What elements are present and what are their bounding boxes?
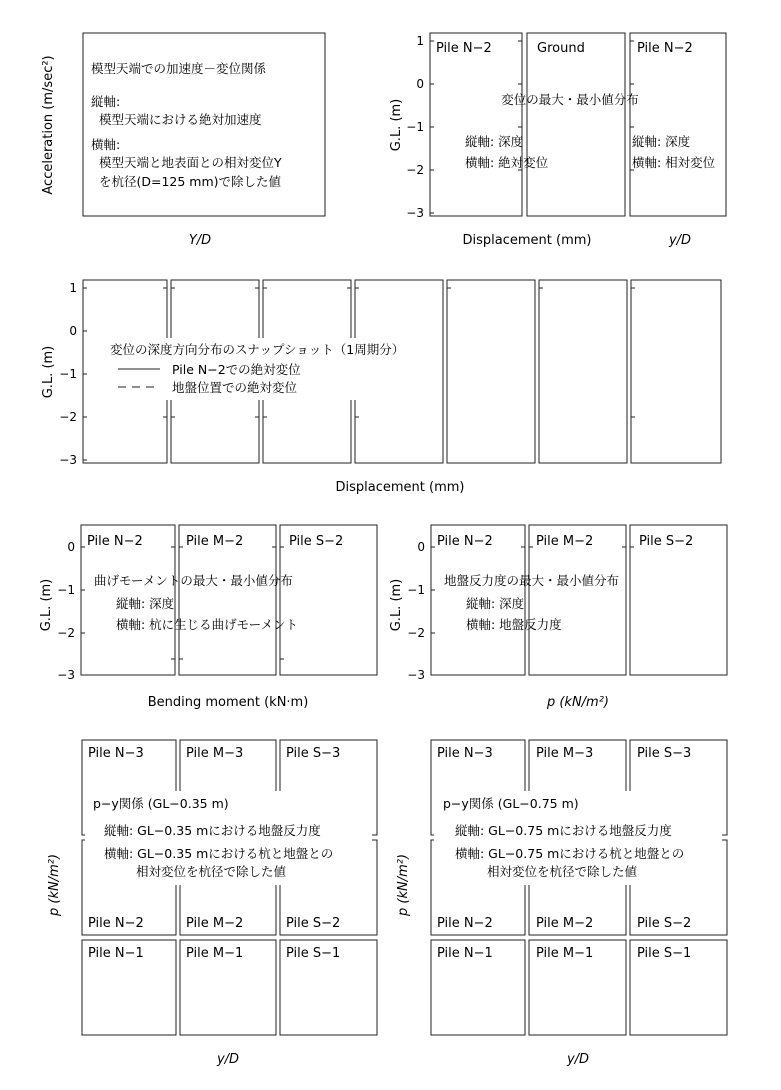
fig2-ytick: −1 xyxy=(406,120,424,134)
fig1-xlabel: Y/D xyxy=(188,233,212,248)
fig2-vaxis-note-rel: 縦軸: 深度 xyxy=(632,134,691,149)
fig1-haxis-head: 横軸: xyxy=(91,137,121,152)
fig3-panel xyxy=(539,280,627,463)
fig3-ytick: −3 xyxy=(59,453,77,467)
fig3-ytick: 1 xyxy=(69,281,77,295)
fig6-title: p−y関係 (GL−0.35 m) xyxy=(93,796,229,811)
fig2-haxis-note-rel: 横軸: 相対変位 xyxy=(632,155,716,170)
fig6-panel-label: Pile N−1 xyxy=(88,946,144,961)
fig6-vaxis-note: 縦軸: GL−0.35 mにおける地盤反力度 xyxy=(104,823,321,838)
fig6-haxis-note-2: 相対変位を杭径で除した値 xyxy=(136,864,287,879)
fig6-chart xyxy=(47,740,377,1067)
fig7-vaxis-note: 縦軸: GL−0.75 mにおける地盤反力度 xyxy=(455,823,672,838)
fig2-panel-label: Pile N−2 xyxy=(637,41,693,56)
fig1-haxis-desc-2: を杭径(D=125 mm)で除した値 xyxy=(99,174,282,189)
fig7-panel-label: Pile N−2 xyxy=(437,916,493,931)
fig6-haxis-note-1: 横軸: GL−0.35 mにおける杭と地盤との xyxy=(104,846,334,861)
fig3-ylabel: G.L. (m) xyxy=(41,345,56,399)
fig2-panel-label: Pile N−2 xyxy=(436,41,492,56)
fig2-ytick: −3 xyxy=(406,206,424,220)
fig5-ytick: 0 xyxy=(417,540,425,554)
fig6-panel-label: Pile M−3 xyxy=(186,746,244,761)
fig2-haxis-note: 横軸: 絶対変位 xyxy=(465,155,549,170)
fig4-haxis-note: 横軸: 杭に生じる曲げモーメント xyxy=(116,617,299,632)
fig5-panel-label: Pile S−2 xyxy=(639,534,694,549)
fig5-ylabel: G.L. (m) xyxy=(389,578,404,632)
fig7-panel-label: Pile M−2 xyxy=(536,916,594,931)
fig7-panel-label: Pile N−3 xyxy=(437,746,493,761)
fig6-panels xyxy=(82,740,377,1035)
fig7-ylabel: p (kN/m²) xyxy=(396,853,411,917)
fig2-panel-label: Ground xyxy=(537,41,585,56)
fig4-vaxis-note: 縦軸: 深度 xyxy=(116,596,175,611)
fig4-panel-label: Pile M−2 xyxy=(186,534,244,549)
fig5-xlabel: p (kN/m²) xyxy=(546,695,610,710)
fig6-panel-label: Pile S−3 xyxy=(286,746,341,761)
fig4-ticks xyxy=(81,547,284,675)
fig7-panels xyxy=(431,740,727,1035)
fig4-ytick: 0 xyxy=(67,540,75,554)
fig7-panel-label: Pile S−1 xyxy=(637,946,692,961)
fig1-chart xyxy=(41,33,325,248)
fig7-xlabel: y/D xyxy=(566,1052,590,1067)
fig6-panel-label: Pile N−3 xyxy=(88,746,144,761)
fig3-title: 変位の深度方向分布のスナップショット（1周期分） xyxy=(110,342,405,357)
fig6-panel-label: Pile S−2 xyxy=(286,916,341,931)
fig7-panel-label: Pile N−1 xyxy=(437,946,493,961)
fig3-chart xyxy=(41,280,721,495)
fig7-haxis-note-1: 横軸: GL−0.75 mにおける杭と地盤との xyxy=(455,846,685,861)
fig7-chart xyxy=(396,740,727,1067)
fig1-vaxis-desc: 模型天端における絶対加速度 xyxy=(99,112,262,127)
fig2-ytick: 0 xyxy=(416,77,424,91)
fig2-ticks xyxy=(430,41,634,213)
fig5-ytick: −2 xyxy=(407,626,425,640)
fig2-ytick: 1 xyxy=(416,34,424,48)
fig5-haxis-note: 横軸: 地盤反力度 xyxy=(466,617,562,632)
fig1-vaxis-head: 縦軸: xyxy=(91,94,121,109)
fig6-ylabel: p (kN/m²) xyxy=(47,853,62,917)
fig7-panel-label: Pile S−3 xyxy=(637,746,692,761)
fig5-panel-label: Pile N−2 xyxy=(437,534,493,549)
fig1-ylabel: Acceleration (m/sec²) xyxy=(41,55,56,195)
fig5-title: 地盤反力度の最大・最小値分布 xyxy=(444,573,620,588)
fig7-panel-label: Pile M−3 xyxy=(536,746,594,761)
fig3-legend-dashed-label: 地盤位置での絶対変位 xyxy=(172,380,298,395)
fig5-ticks xyxy=(431,547,634,675)
fig3-legend-solid-label: Pile N−2での絶対変位 xyxy=(172,362,301,377)
fig4-ylabel: G.L. (m) xyxy=(39,578,54,632)
fig2-xlabel: Displacement (mm) xyxy=(462,233,592,248)
fig3-panel xyxy=(447,280,535,463)
fig4-chart xyxy=(39,525,377,710)
fig3-xlabel: Displacement (mm) xyxy=(335,480,465,495)
fig4-title: 曲げモーメントの最大・最小値分布 xyxy=(94,573,293,588)
fig2-vaxis-note: 縦軸: 深度 xyxy=(465,134,524,149)
fig6-panel-label: Pile S−1 xyxy=(286,946,341,961)
fig2-ytick: −2 xyxy=(406,163,424,177)
fig5-vaxis-note: 縦軸: 深度 xyxy=(466,596,525,611)
fig3-panel xyxy=(631,280,721,463)
fig4-ytick: −1 xyxy=(57,583,75,597)
fig4-ytick: −2 xyxy=(57,626,75,640)
fig6-panel-label: Pile M−1 xyxy=(186,946,244,961)
fig5-ytick: −1 xyxy=(407,583,425,597)
fig6-xlabel: y/D xyxy=(216,1052,240,1067)
fig4-panel-label: Pile N−2 xyxy=(87,534,143,549)
fig7-panel-label: Pile S−2 xyxy=(637,916,692,931)
fig2-chart xyxy=(389,33,726,248)
fig2-title: 変位の最大・最小値分布 xyxy=(501,92,639,107)
fig7-title: p−y関係 (GL−0.75 m) xyxy=(443,796,579,811)
fig3-ytick: −1 xyxy=(59,367,77,381)
fig5-ytick: −3 xyxy=(407,668,425,682)
fig3-ytick: 0 xyxy=(69,324,77,338)
fig4-panel-label: Pile S−2 xyxy=(289,534,344,549)
fig5-panel-label: Pile M−2 xyxy=(536,534,594,549)
fig4-xlabel: Bending moment (kN·m) xyxy=(147,695,309,710)
fig4-ytick: −3 xyxy=(57,668,75,682)
fig2-panel-2 xyxy=(527,33,625,216)
fig1-haxis-desc-1: 模型天端と地表面との相対変位Y xyxy=(99,155,282,170)
fig7-panel-label: Pile M−1 xyxy=(536,946,594,961)
fig2-panel-1 xyxy=(430,33,522,216)
fig3-ytick: −2 xyxy=(59,410,77,424)
fig5-chart xyxy=(389,525,727,710)
fig7-haxis-note-2: 相対変位を杭径で除した値 xyxy=(487,864,638,879)
fig2-xlabel-relative: y/D xyxy=(668,233,692,248)
fig6-panel-label: Pile M−2 xyxy=(186,916,244,931)
fig1-title: 模型天端での加速度－変位関係 xyxy=(91,61,267,76)
fig2-panel-3 xyxy=(630,33,726,216)
fig6-panel-label: Pile N−2 xyxy=(88,916,144,931)
fig2-ylabel: G.L. (m) xyxy=(389,98,404,152)
